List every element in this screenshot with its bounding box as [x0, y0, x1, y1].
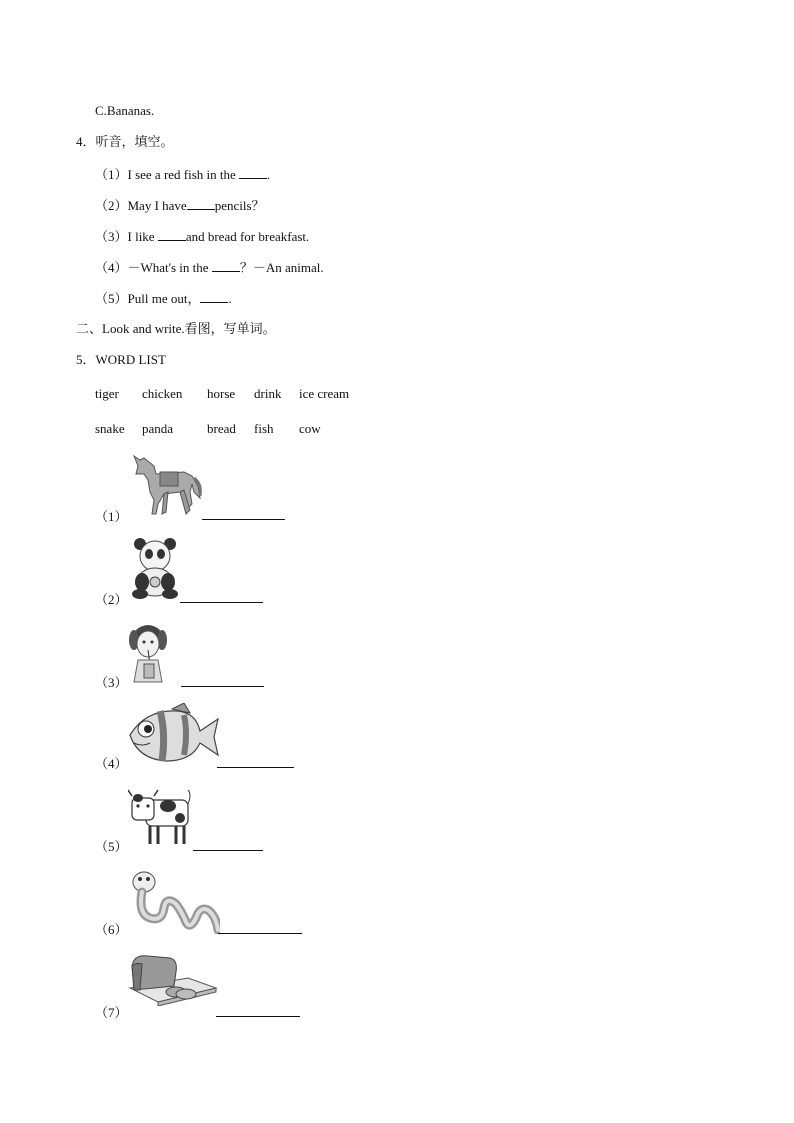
word-tiger: tiger: [95, 386, 119, 401]
question-5-title: 5．WORD LIST: [76, 352, 166, 367]
word-bread: bread: [207, 421, 236, 436]
q4-item-1: [95, 166, 270, 183]
answer-blank[interactable]: [239, 166, 267, 179]
word-panda: panda: [142, 421, 174, 436]
section-2-title: 二、Look and write.看图，写单词。: [76, 321, 276, 336]
answer-line-5[interactable]: [193, 849, 263, 851]
question-4-title: 4．听音，填空。: [76, 134, 174, 149]
q4-item-5-end: .: [228, 291, 232, 306]
q4-item-3: [95, 228, 309, 245]
item-number-2: （2）: [95, 592, 128, 607]
word-drink: drink: [254, 386, 282, 401]
q4-item-1-end: .: [267, 167, 271, 182]
fish-picture: [126, 703, 220, 765]
answer-blank[interactable]: [158, 228, 186, 241]
word-snake: snake: [95, 421, 125, 436]
q4-item-4-text: （4）－What's in the: [95, 260, 212, 275]
item-number-6: （6）: [95, 922, 128, 937]
item-number-7: （7）: [95, 1005, 128, 1020]
panda-picture: [130, 536, 180, 600]
item-number-3: （3）: [95, 675, 128, 690]
horse-picture: [128, 452, 204, 518]
answer-line-2[interactable]: [180, 601, 263, 603]
answer-blank[interactable]: [212, 259, 240, 272]
option-c: C.Bananas.: [95, 103, 155, 118]
item-number-4: （4）: [95, 756, 128, 771]
item-number-1: （1）: [95, 509, 128, 524]
q4-item-1-text: （1）I see a red fish in the: [95, 167, 240, 182]
answer-blank[interactable]: [187, 197, 215, 210]
word-ice-cream: ice cream: [299, 386, 350, 401]
q4-item-5: [95, 290, 232, 307]
answer-line-7[interactable]: [216, 1015, 300, 1017]
q4-item-3-end: and bread for breakfast.: [185, 229, 310, 244]
word-cow: cow: [299, 421, 321, 436]
q4-item-2-text: （2）May I have: [95, 198, 187, 213]
q4-item-2-end: pencils？: [214, 198, 265, 213]
q4-item-4-end: ？－An animal.: [239, 260, 324, 275]
snake-picture: [128, 868, 220, 934]
q4-item-3-text: （3）I like: [95, 229, 158, 244]
q4-item-5-text: （5）Pull me out，: [95, 291, 201, 306]
q4-item-4: [95, 259, 324, 276]
item-number-5: （5）: [95, 839, 128, 854]
word-chicken: chicken: [142, 386, 183, 401]
answer-line-1[interactable]: [202, 518, 285, 520]
word-fish: fish: [254, 421, 274, 436]
answer-blank[interactable]: [200, 290, 228, 303]
answer-line-4[interactable]: [217, 766, 294, 768]
girl-drinking-picture: [128, 620, 168, 684]
answer-line-3[interactable]: [181, 685, 264, 687]
q4-item-2: [95, 197, 265, 214]
word-horse: horse: [207, 386, 236, 401]
cow-picture: [128, 788, 192, 848]
answer-line-6[interactable]: [218, 932, 302, 934]
bread-picture: [128, 952, 218, 1006]
